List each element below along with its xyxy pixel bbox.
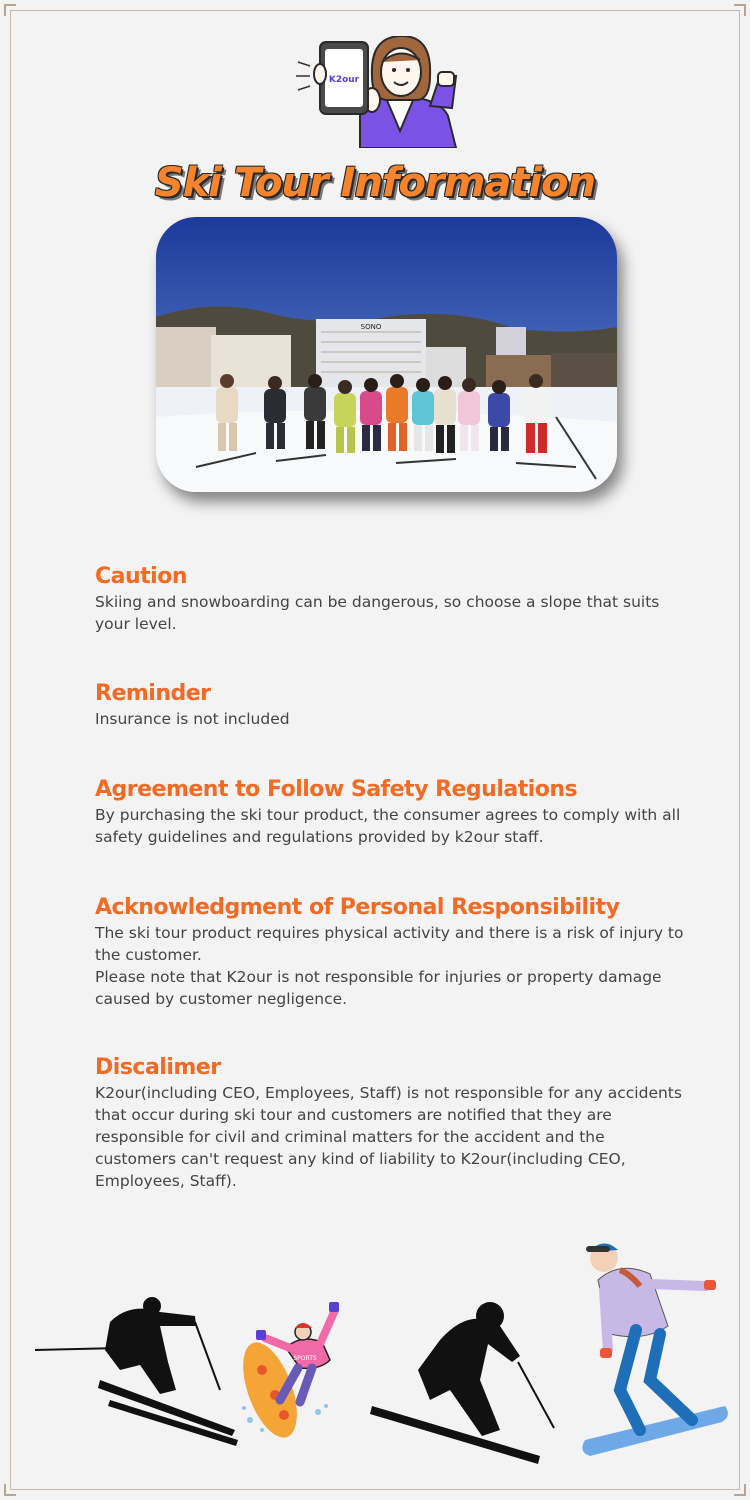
phone-logo: K2our <box>328 75 360 85</box>
section-text: K2our(including CEO, Employees, Staff) is not responsible for any accidents that occur during ski tour and customers are notified that they are responsible for civil and criminal matters for the accident and the customers can't request any kind of liability to K2our(including CEO, Employees, Staff). <box>95 1084 682 1190</box>
section-reminder <box>95 680 685 730</box>
section-text: Skiing and snowboarding can be dangerous, so choose a slope that suits your level. <box>95 593 660 633</box>
snowboarder-icon <box>582 1243 727 1456</box>
section-disclaimer <box>95 1054 685 1192</box>
ski-group-photo <box>156 217 617 492</box>
building-sign: SONO <box>360 323 382 331</box>
shirt-text: SPORTS <box>293 1355 317 1362</box>
skier-silhouette-icon <box>35 1297 238 1446</box>
corner-ornament <box>734 1484 746 1496</box>
corner-ornament <box>734 4 746 16</box>
section-safety-agreement <box>95 776 685 848</box>
section-personal-responsibility <box>95 894 685 1010</box>
snowboarder-icon <box>232 1302 339 1445</box>
skier-silhouette-icon <box>370 1302 554 1464</box>
skiers-illustration <box>0 1230 750 1480</box>
section-heading: Caution <box>95 564 187 589</box>
corner-ornament <box>4 1484 16 1496</box>
section-heading: Discalimer <box>95 1055 221 1080</box>
section-text: Please note that K2our is not responsible for injuries or property damage caused by customer negligence. <box>95 968 662 1008</box>
section-text: By purchasing the ski tour product, the consumer agrees to comply with all safety guidelines and regulations provided by k2our staff. <box>95 806 681 846</box>
section-caution <box>95 563 685 635</box>
section-heading: Reminder <box>95 681 211 706</box>
page-title: Ski Tour Information <box>154 160 596 206</box>
section-text: The ski tour product requires physical activity and there is a risk of injury to the customer. <box>95 924 684 964</box>
section-text: Insurance is not included <box>95 710 290 728</box>
mascot-illustration <box>290 36 460 148</box>
section-heading: Acknowledgment of Personal Responsibility <box>95 895 620 920</box>
section-heading: Agreement to Follow Safety Regulations <box>95 777 578 802</box>
corner-ornament <box>4 4 16 16</box>
